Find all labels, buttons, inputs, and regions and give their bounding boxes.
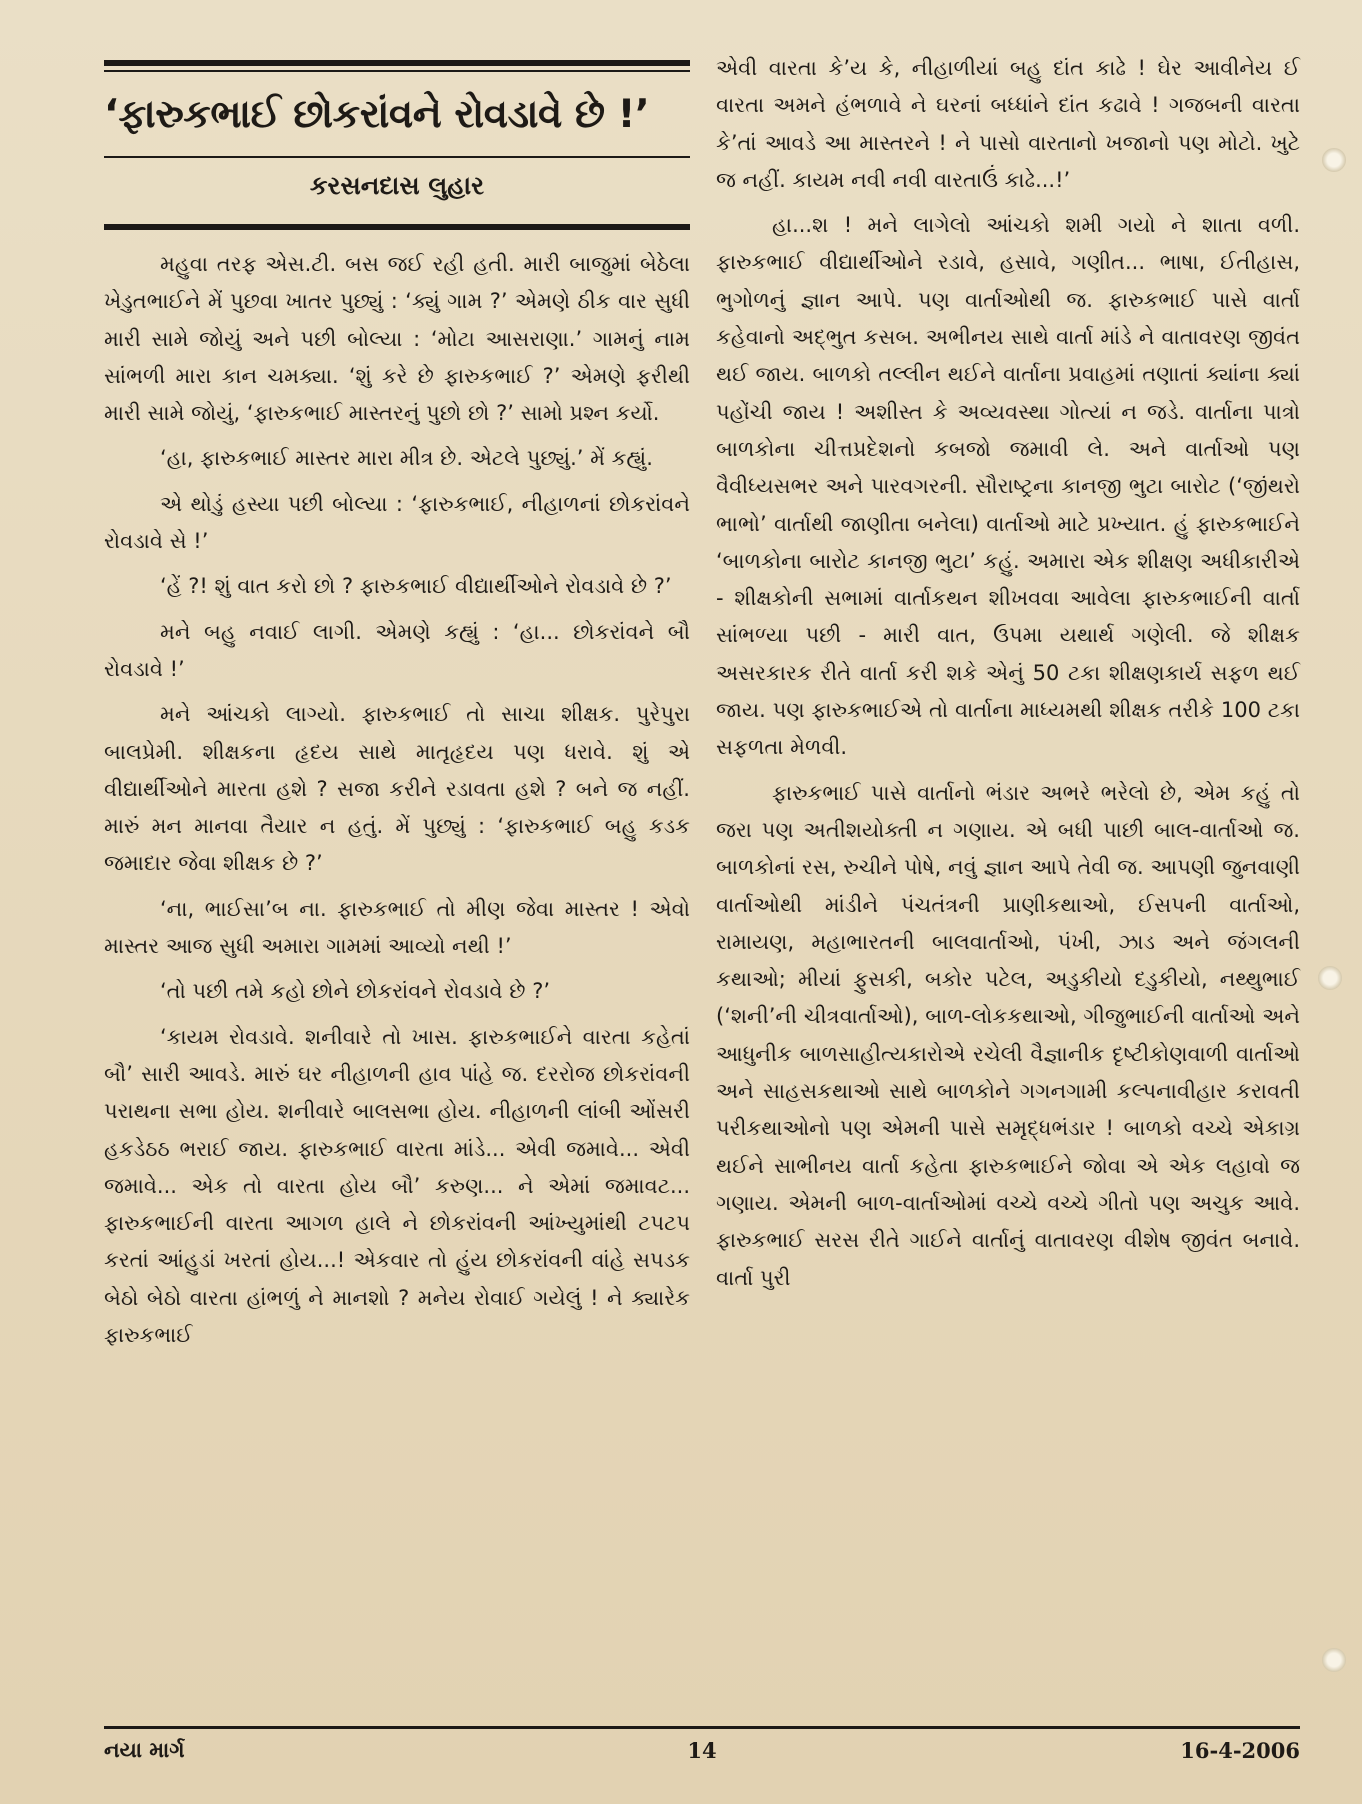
paragraph: ફારુકભાઈ પાસે વાર્તાનો ભંડાર અભરે ભરેલો છે, એમ કહું તો જરા પણ અતીશયોક્તી ન ગણાય. એ બધી પાછી બાલ-વાર્તાઓ જ. બાળકોનાં રસ, રુચીને પોષે, નવું જ્ઞાન આપે તેવી જ. આપણી જુનવાણી વાર્તાઓથી માંડીને પંચતંત્રની પ્રાણીકથાઓ, ઈસપની વાર્તાઓ, રામાયણ, મહાભારતની બાલવાર્તાઓ, પંખી, ઝાડ અને જંગલની કથાઓ; મીયાં ફુસકી, બકોર પટેલ, અડુકીયો દડુકીયો, નથ્થુભાઈ (‘શની’ની ચીત્રવાર્તાઓ), બાળ-લોકકથાઓ, ગીજુભાઈની વાર્તાઓ અને આધુનીક બાળસાહીત્યકારોએ રચેલી વૈજ્ઞાનીક દૃષ્ટીકોણવાળી વાર્તાઓ અને સાહસકથાઓ સાથે બાળકોને ગગનગામી કલ્પનાવીહાર કરાવતી પરીકથાઓનો પણ એમની પાસે સમૃદ્ધભંડાર ! બાળકો વચ્ચે એકાગ્ર થઈને સાભીનય વાર્તા કહેતા ફારુકભાઈને જોવા એ એક લહાવો જ ગણાય. એમની બાળ-વાર્તાઓમાં વચ્ચે વચ્ચે ગીતો પણ અચુક આવે. ફારુકભાઈ સરસ રીતે ગાઈને વાર્તાનું વાતાવરણ વીશેષ જીવંત બનાવે. વાર્તા પુરી	[716, 780, 1300, 1290]
staple-hole	[1322, 1648, 1346, 1672]
publication-name: નયા માર્ગ	[104, 1738, 185, 1762]
paragraph: મહુવા તરફ એસ.ટી. બસ જઈ રહી હતી. મારી બાજુમાં બેઠેલા ખેડુતભાઈને મેં પુછવા ખાતર પુછ્યું : ‘ક્યું ગામ ?’ એમણે ઠીક વાર સુધી મારી સામે જોયું અને પછી બોલ્યા : ‘મોટા આસરાણા.’ ગામનું નામ સાંભળી મારા કાન ચમક્યા. ‘શું કરે છે ફારુકભાઈ ?’ એમણે ફરીથી મારી સામે જોયું, ‘ફારુકભાઈ માસ્તરનું પુછો છો ?’ સામો પ્રશ્ન કર્યો.	[104, 252, 690, 426]
issue-date: 16-4-2006	[1180, 1738, 1300, 1763]
footer-rule	[104, 1726, 1300, 1729]
left-column	[104, 60, 690, 1362]
article-title: ‘ફારુકભાઈ છોકરાંવને રોવડાવે છે !’	[104, 92, 650, 137]
author-bottom-rule	[104, 224, 690, 230]
paragraph: એ થોડું હસ્યા પછી બોલ્યા : ‘ફારુકભાઈ, નીહાળનાં છોકરાંવને રોવડાવે સે !’	[104, 491, 690, 554]
paragraph: ‘કાયમ રોવડાવે. શનીવારે તો ખાસ. ફારુકભાઈને વારતા કહેતાં બૌ’ સારી આવડે. મારું ઘર નીહાળની હાવ પાંહે જ. દરરોજ છોકરાંવની પરાથના સભા હોય. શનીવારે બાલસભા હોય. નીહાળની લાંબી ઓંસરી હકડેઠઠ ભરાઈ જાય. ફારુકભાઈ વારતા માંડે... એવી જમાવે... એવી જમાવે... એક તો વારતા હોય બૌ’ કરુણ... ને એમાં જમાવટ... ફારુકભાઈની વારતા આગળ હાલે ને છોકરાંવની આંખ્યુમાંથી ટપટપ કરતાં આંહુડાં ખરતાં હોય...! એકવાર તો હુંય છોકરાંવની વાંહે સપડક બેઠો બેઠો વારતા હાંભળું ને માનશો ? મનેય રોવાઈ ગયેલું ! ને ક્યારેક ફારુકભાઈ	[104, 1024, 690, 1348]
title-top-rule	[104, 60, 690, 66]
paragraph: ‘હેં ?! શું વાત કરો છો ? ફારુકભાઈ વીદ્યાર્થીઓને રોવડાવે છે ?’	[160, 574, 672, 599]
paragraph: ‘હા, ફારુકભાઈ માસ્તર મારા મીત્ર છે. એટલે પુછ્યું.’ મેં કહ્યું.	[160, 446, 653, 471]
staple-hole	[1322, 148, 1346, 172]
page-number: 14	[687, 1738, 717, 1763]
paragraph: એવી વારતા કે’ય કે, નીહાળીયાં બહુ દાંત કાઢે ! ઘેર આવીનેય ઈ વારતા અમને હંભળાવે ને ઘરનાં બધ્ધાંને દાંત કઢાવે ! ગજબની વારતા કે’તાં આવડે આ માસ્તરને ! ને પાસો વારતાનો ખજાનો પણ મોટો. ખુટે જ નહીં. કાયમ નવી નવી વારતાઉં કાઢે...!’	[716, 56, 1300, 192]
right-column	[716, 50, 1300, 1305]
paragraph: મને આંચકો લાગ્યો. ફારુકભાઈ તો સાચા શીક્ષક. પુરેપુરા બાલપ્રેમી. શીક્ષકના હૃદય સાથે માતૃહૃદય પણ ધરાવે. શું એ વીદ્યાર્થીઓને મારતા હશે ? સજા કરીને રડાવતા હશે ? બને જ નહીં. મારું મન માનવા તૈયાર ન હતું. મેં પુછ્યું : ‘ફારુકભાઈ બહુ કડક જમાદાર જેવા શીક્ષક છે ?’	[104, 702, 690, 876]
staple-hole	[1318, 966, 1342, 990]
paragraph: ‘તો પછી તમે કહો છોને છોકરાંવને રોવડાવે છે ?’	[160, 979, 551, 1004]
title-bottom-rule	[104, 156, 690, 158]
paragraph: મને બહુ નવાઈ લાગી. એમણે કહ્યું : ‘હા... છોકરાંવને બૌ રોવડાવે !’	[104, 619, 690, 681]
paragraph: ‘ના, ભાઈસા’બ ના. ફારુકભાઈ તો મીણ જેવા માસ્તર ! એવો માસ્તર આજ સુધી અમારા ગામમાં આવ્યો નથી !’	[104, 896, 690, 959]
paragraph: હા...શ ! મને લાગેલો આંચકો શમી ગયો ને શાતા વળી. ફારુકભાઈ વીદ્યાર્થીઓને રડાવે, હસાવે, ગણીત... ભાષા, ઈતીહાસ, ભુગોળનું જ્ઞાન આપે. પણ વાર્તાઓથી જ. ફારુકભાઈ પાસે વાર્તા કહેવાનો અદ્ભુત કસબ. અભીનય સાથે વાર્તા માંડે ને વાતાવરણ જીવંત થઈ જાય. બાળકો તલ્લીન થઈને વાર્તાના પ્રવાહમાં તણાતાં ક્યાંના ક્યાં પહોંચી જાય ! અશીસ્ત કે અવ્યવસ્થા ગોત્યાં ન જડે. વાર્તાના પાત્રો બાળકોના ચીત્તપ્રદેશનો કબજો જમાવી લે. અને વાર્તાઓ પણ વૈવીધ્યસભર અને પારવગરની. સૌરાષ્ટ્રના કાનજી ભુટા બારોટ (‘જીંથરો ભાભો’ વાર્તાથી જાણીતા બનેલા) વાર્તાઓ માટે પ્રખ્યાત. હું ફારુકભાઈને ‘બાળકોના બારોટ કાનજી ભુટા’ કહું. અમારા એક શીક્ષણ અધીકારીએ - શીક્ષકોની સભામાં વાર્તાકથન શીખવવા આવેલા ફારુકભાઈની વાર્તા સાંભળ્યા પછી - મારી વાત, ઉપમા યથાર્થ ગણેલી. જે શીક્ષક અસરકારક રીતે વાર્તા કરી શકે એનું 50 ટકા શીક્ષણકાર્ય સફળ થઈ જાય. પણ ફારુકભાઈએ તો વાર્તાના માધ્યમથી શીક્ષક તરીકે 100 ટકા સફળતા મેળવી.	[716, 213, 1300, 760]
article-author: કરસનદાસ લુહાર	[309, 171, 485, 200]
title-top-thin-rule	[104, 70, 690, 72]
page-footer	[104, 1726, 1300, 1776]
